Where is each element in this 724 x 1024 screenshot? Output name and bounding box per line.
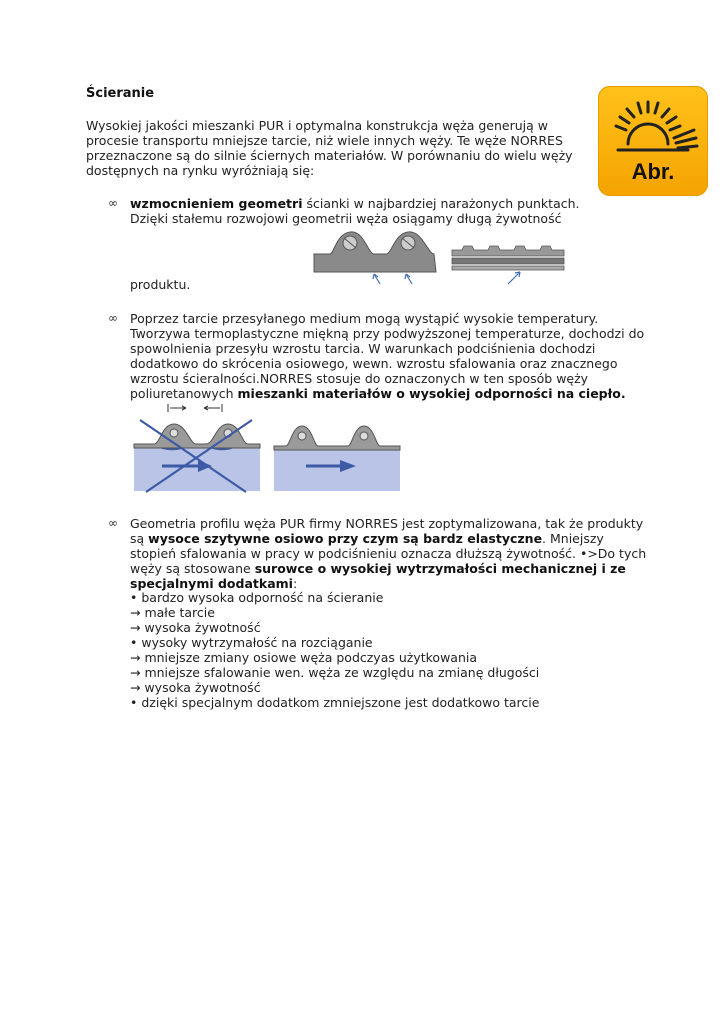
abrasion-icon xyxy=(598,86,708,196)
bullet-1-text: wzmocnieniem geometri ścianki w najbardziej narażonych punktach. Dzięki stałemu rozwojowi geometrii węża osiągamy długą żywotność xyxy=(130,196,580,226)
bullet-symbol: ∞ xyxy=(108,516,118,530)
page-title: Ścieranie xyxy=(86,86,155,101)
bullet-symbol: ∞ xyxy=(108,196,118,210)
list-item: → wysoka żywotność xyxy=(130,680,261,695)
bullet-symbol: ∞ xyxy=(108,311,118,325)
intro-paragraph: Wysokiej jakości mieszanki PUR i optymalna konstrukcja węża generują w procesie transportu mniejsze tarcie, niż wiele innych węży. Te węże NORRES przeznaczone są do silnie ściernych materiałów. W porównaniu do wielu węży dostępnych na rynku wyróżniają się: xyxy=(86,118,573,178)
list-item: → małe tarcie xyxy=(130,605,215,620)
feature-list xyxy=(130,590,630,710)
bullet-1-text-end: produktu. xyxy=(130,277,191,292)
list-item: → wysoka żywotność xyxy=(130,620,261,635)
list-item: • wysoky wytrzymałość na rozciąganie xyxy=(130,635,373,650)
list-item: → mniejsze zmiany osiowe węża podczyas użytkowania xyxy=(130,650,478,665)
bullet-3-text: Geometria profilu węża PUR firmy NORRES jest zoptymalizowana, tak że produkty są wysoce szytywne osiowo przy czym są bardz elastyczne. Mniejszy stopień sfalowania w pracy w podciśnieniu oznacza dłuższą żywotność. •>Do tych węży są stosowane surowce o wysokiej wytrzymałości mechanicznej i ze specjalnymi dodatkami: xyxy=(130,516,647,591)
list-item: • dzięki specjalnym dodatkom zmniejszone jest dodatkowo tarcie xyxy=(130,695,540,710)
heat-deformation-figure xyxy=(134,400,409,492)
list-item: → mniejsze sfalowanie wen. węża ze względu na zmianę długości xyxy=(130,665,540,680)
list-item: • bardzo wysoka odporność na ścieranie xyxy=(130,590,384,605)
bullet-2-text: Poprzez tarcie przesyłanego medium mogą wystąpić wysokie temperatury. Tworzywa termoplastyczne miękną przy podwyższonej temperaturze, dochodzi do spowolnienia przesyłu wzrostu tarcia. W warunkach podciśnienia dochodzi dodatkowo do skrócenia osiowego, wewn. wzrostu sfalowania oraz znacznego wzrostu ścieralności.NORRES stosuje do oznaczonych w ten sposób węży poliuretanowych mieszanki materiałów o wysokiej odporności na ciepło. xyxy=(130,311,645,401)
abrasion-icon-label: Abr. xyxy=(631,159,675,184)
